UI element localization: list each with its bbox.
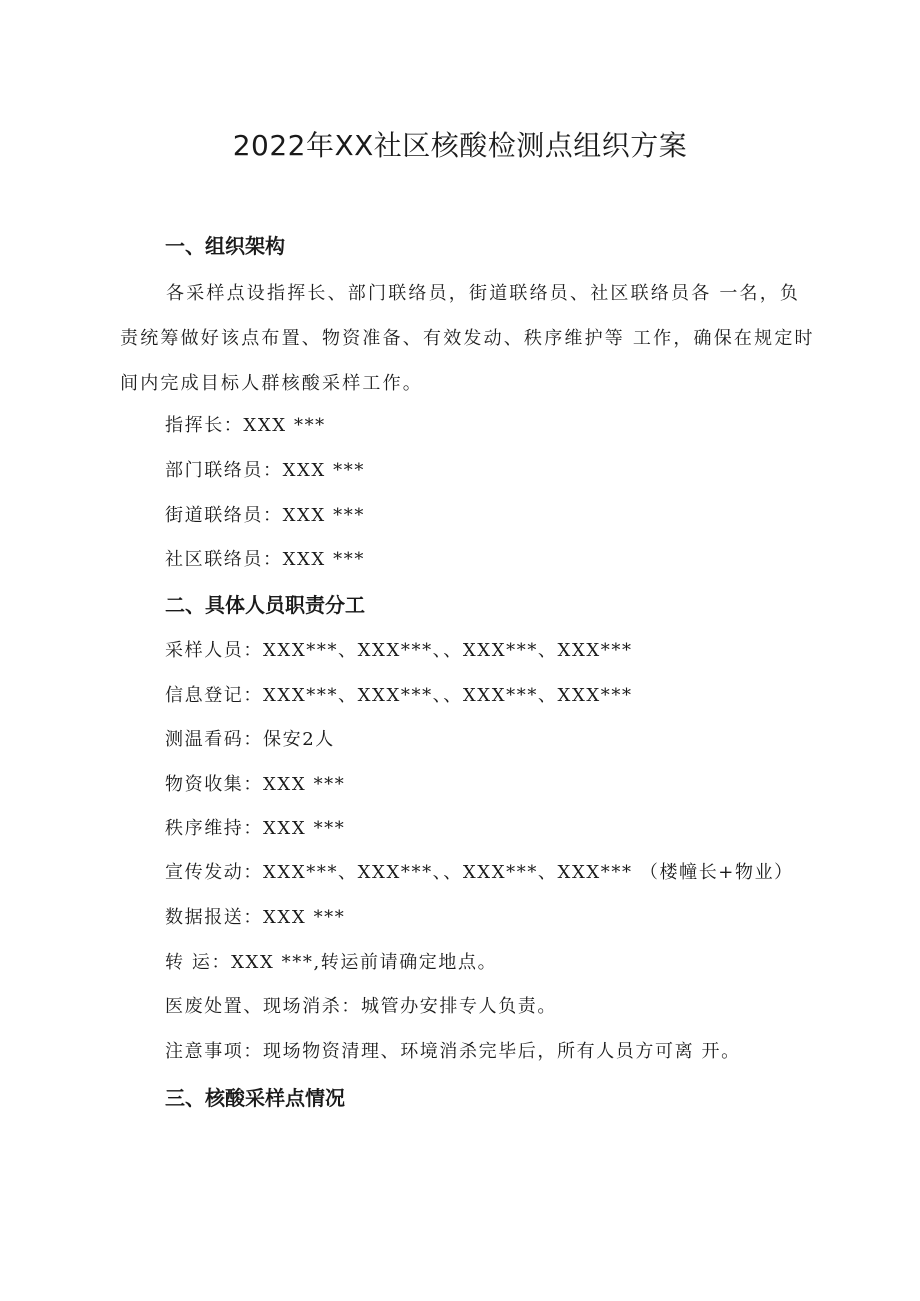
section-paragraph-organization: 各采样点设指挥长、部门联络员，街道联络员、社区联络员各 一名，负责统筹做好该点布置、物资准备、有效发动、秩序维护等 工作，确保在规定时间内完成目标人群核酸采样工作。	[120, 283, 815, 394]
text-line: 街道联络员：XXX ***	[165, 505, 365, 526]
text-line: 信息登记：XXX***、XXX***、、XXX***、XXX***	[165, 685, 633, 706]
text-line: 社区联络员：XXX ***	[165, 549, 365, 570]
text-line: 医废处置、现场消杀：城管办安排专人负责。	[165, 996, 557, 1017]
text-line: 采样人员：XXX***、XXX***、、XXX***、XXX***	[165, 640, 633, 661]
text-line: 秩序维持：XXX ***	[165, 818, 346, 839]
text-line: 注意事项：现场物资清理、环境消杀完毕后，所有人员方可离 开。	[165, 1041, 741, 1062]
text-line: 数据报送：XXX ***	[165, 907, 346, 928]
text-line: 转 运：XXX ***,转运前请确定地点。	[165, 952, 498, 973]
text-line: 物资收集：XXX ***	[165, 774, 346, 795]
text-line: 宣传发动：XXX***、XXX***、、XXX***、XXX*** （楼幢长+物业）	[165, 862, 794, 883]
text-line: 部门联络员：XXX ***	[165, 460, 365, 481]
section-heading-sampling-sites: 三、核酸采样点情况	[165, 1086, 345, 1110]
section-heading-organization: 一、组织架构	[165, 234, 285, 258]
text-line: 指挥长：XXX ***	[165, 415, 326, 436]
section-heading-duties: 二、具体人员职责分工	[165, 593, 365, 617]
text-line: 测温看码：保安2人	[165, 729, 335, 750]
document-title: 2022年XX社区核酸检测点组织方案	[232, 129, 688, 162]
